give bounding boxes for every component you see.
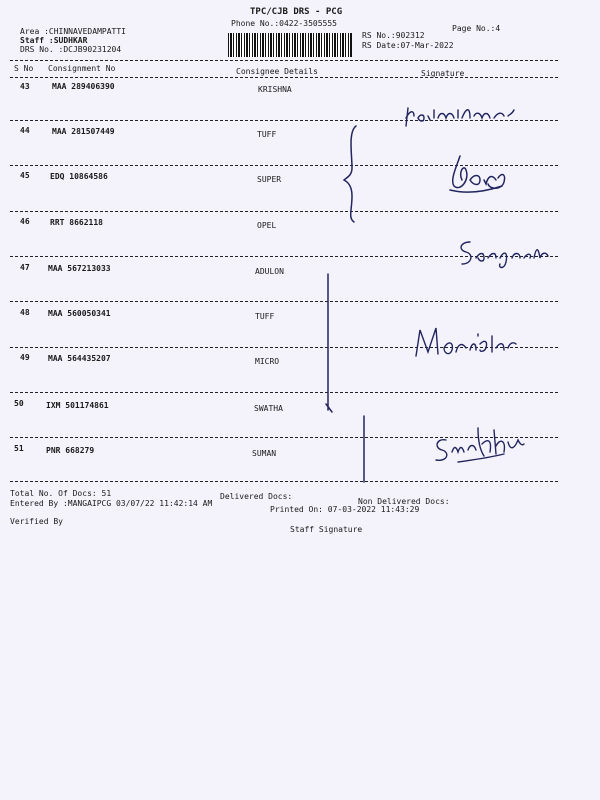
row-50-consignment: IXM 501174861 bbox=[46, 401, 109, 410]
signature-suman bbox=[428, 420, 528, 470]
row-45-sno: 45 bbox=[20, 171, 30, 180]
barcode bbox=[228, 33, 352, 57]
row-47-consignee: ADULON bbox=[255, 267, 284, 276]
row-45-consignment: EDQ 10864586 bbox=[50, 172, 108, 181]
row-49-consignee: MICRO bbox=[255, 357, 280, 366]
row-divider bbox=[10, 211, 558, 212]
signature-opel bbox=[452, 236, 552, 272]
row-46-consignment: RRT 8662118 bbox=[50, 218, 103, 227]
signature-bracket-47-50 bbox=[318, 272, 338, 416]
col-header-consignee: Consignee Details bbox=[236, 67, 318, 76]
row-50-sno: 50 bbox=[14, 399, 24, 408]
delivered-docs: Delivered Docs: bbox=[220, 492, 293, 501]
row-43-consignment: MAA 289406390 bbox=[52, 82, 115, 91]
row-44-consignment: MAA 281507449 bbox=[52, 127, 115, 136]
row-45-consignee: SUPER bbox=[257, 175, 282, 184]
header-divider bbox=[10, 60, 558, 61]
phone-number: Phone No.:0422-3505555 bbox=[231, 19, 337, 28]
document-title: TPC/CJB DRS - PCG bbox=[250, 7, 343, 17]
row-49-consignment: MAA 564435207 bbox=[48, 354, 111, 363]
row-divider bbox=[10, 301, 558, 302]
row-50-consignee: SWATHA bbox=[254, 404, 283, 413]
area-label: Area :CHINNAVEDAMPATTI bbox=[20, 27, 126, 36]
entered-by: Entered By :MANGAIPCG 03/07/22 11:42:14 AM bbox=[10, 499, 213, 508]
row-43-sno: 43 bbox=[20, 82, 30, 91]
row-48-consignee: TUFF bbox=[255, 312, 275, 321]
row-44-sno: 44 bbox=[20, 126, 30, 135]
verified-by: Verified By bbox=[10, 517, 63, 526]
signature-tuff-micro bbox=[412, 322, 522, 362]
col-header-sno: S No bbox=[14, 64, 34, 73]
row-49-sno: 49 bbox=[20, 353, 30, 362]
signature-bracket-50-51 bbox=[356, 414, 372, 486]
rs-number: RS No.:902312 bbox=[362, 31, 425, 40]
printed-on: Printed On: 07-03-2022 11:43:29 bbox=[270, 505, 420, 514]
drs-number: DRS No. :DCJB90231204 bbox=[20, 45, 122, 54]
signature-super bbox=[440, 150, 510, 200]
staff-signature: Staff Signature bbox=[290, 525, 363, 534]
row-46-sno: 46 bbox=[20, 217, 30, 226]
page-number: Page No.:4 bbox=[452, 24, 501, 33]
table-bottom-divider bbox=[10, 481, 558, 482]
row-48-consignment: MAA 560050341 bbox=[48, 309, 111, 318]
row-44-consignee: TUFF bbox=[257, 130, 277, 139]
signature-bracket-44-46 bbox=[338, 124, 364, 224]
row-43-consignee: KRISHNA bbox=[258, 85, 292, 94]
total-docs: Total No. Of Docs: 51 bbox=[10, 489, 112, 498]
col-header-signature: Signature bbox=[421, 69, 465, 78]
non-delivered-docs: Non Delivered Docs: bbox=[358, 497, 450, 506]
row-47-consignment: MAA 567213033 bbox=[48, 264, 111, 273]
row-divider bbox=[10, 392, 558, 393]
row-47-sno: 47 bbox=[20, 263, 30, 272]
row-46-consignee: OPEL bbox=[257, 221, 277, 230]
row-51-sno: 51 bbox=[14, 444, 24, 453]
staff-label: Staff :SUDHKAR bbox=[20, 36, 88, 45]
rs-date: RS Date:07-Mar-2022 bbox=[362, 41, 454, 50]
col-header-consignment: Consignment No bbox=[48, 64, 116, 73]
row-51-consignment: PNR 668279 bbox=[46, 446, 95, 455]
signature-krishna bbox=[400, 96, 520, 132]
row-48-sno: 48 bbox=[20, 308, 30, 317]
row-51-consignee: SUMAN bbox=[252, 449, 277, 458]
column-header-divider bbox=[10, 77, 558, 78]
